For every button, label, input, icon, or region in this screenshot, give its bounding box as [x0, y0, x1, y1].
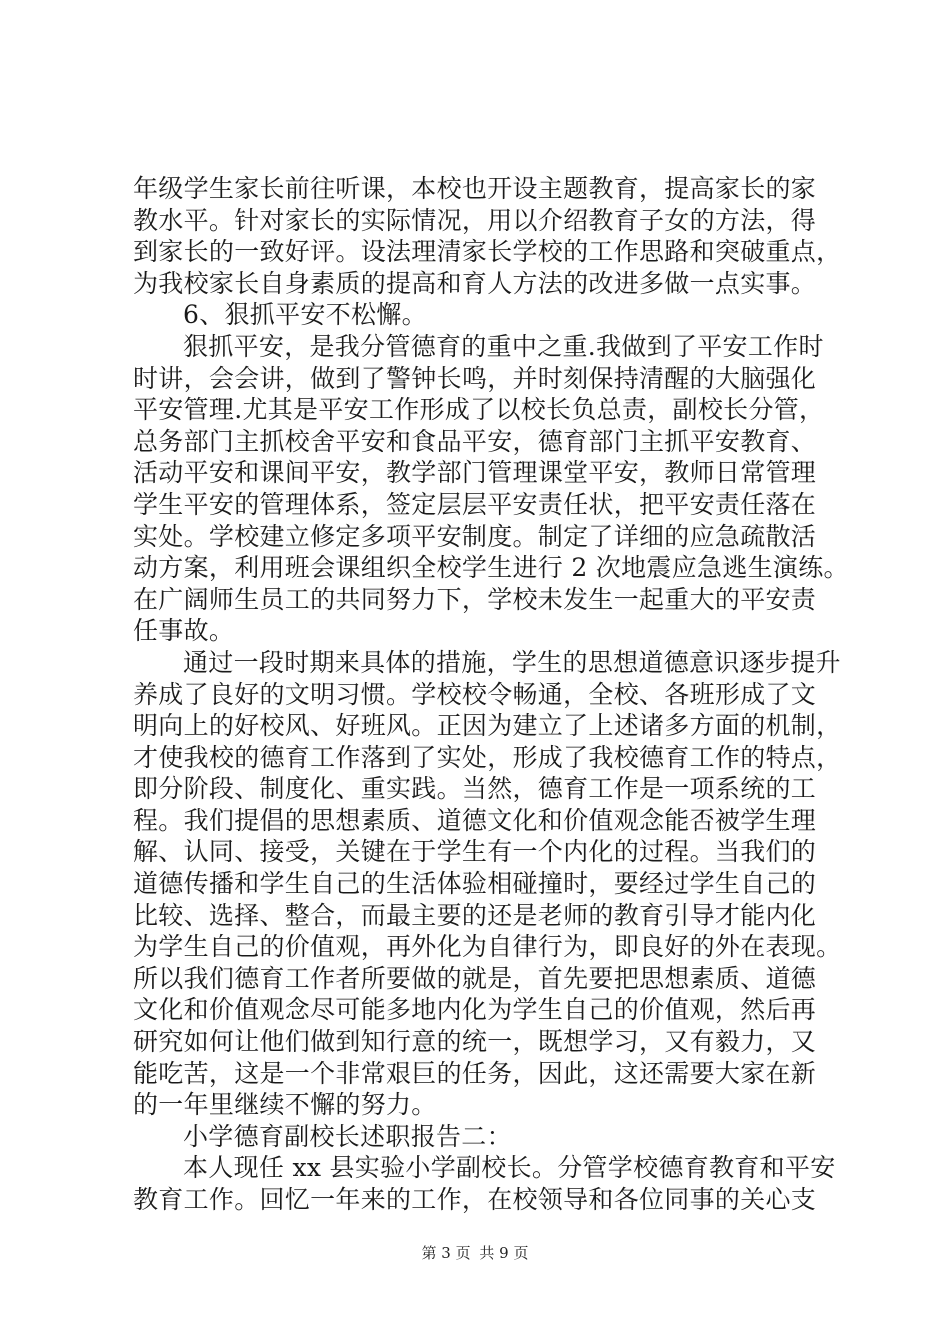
text-line: 动方案，利用班会课组织全校学生进行 2 次地震应急逃生演练。 [133, 553, 849, 583]
text-line: 时讲，会会讲，做到了警钟长鸣，并时刻保持清醒的大脑强化 [133, 363, 817, 393]
page-number: 第 3 页 [421, 1244, 471, 1262]
text-line: 活动平安和课间平安，教学部门管理课堂平安，教师日常管理 [133, 458, 817, 488]
text-line: 到家长的一致好评。设法理清家长学校的工作思路和突破重点， [133, 237, 842, 267]
text-line: 道德传播和学生自己的生活体验相碰撞时，要经过学生自己的 [133, 869, 817, 899]
text-line: 年级学生家长前往听课，本校也开设主题教育，提高家长的家 [133, 174, 817, 203]
text-line: 6、狠抓平安不松懈。 [183, 300, 427, 330]
text-line: 程。我们提倡的思想素质、道德文化和价值观念能否被学生理 [133, 805, 817, 835]
text-line: 的一年里继续不懈的努力。 [133, 1090, 437, 1120]
text-line: 为我校家长自身素质的提高和育人方法的改进多做一点实事。 [133, 268, 817, 298]
page-footer [0, 1242, 950, 1263]
text-line: 在广阔师生员工的共同努力下，学校未发生一起重大的平安责 [133, 584, 817, 614]
text-line: 任事故。 [133, 616, 235, 646]
text-line: 教育工作。回忆一年来的工作，在校领导和各位同事的关心支 [133, 1185, 817, 1214]
text-line: 为学生自己的价值观，再外化为自律行为，即良好的外在表现。 [133, 932, 842, 962]
text-line: 总务部门主抓校舍平安和食品平安，德育部门主抓平安教育、 [133, 426, 817, 456]
document-body [133, 173, 849, 1216]
page-total: 共 9 页 [479, 1244, 529, 1262]
text-line: 小学德育副校长述职报告二： [183, 1121, 512, 1151]
text-line: 所以我们德育工作者所要做的就是，首先要把思想素质、道德 [133, 963, 817, 993]
text-line: 研究如何让他们做到知行意的统一，既想学习，又有毅力，又 [133, 1027, 817, 1057]
text-line: 实处。学校建立修定多项平安制度。制定了详细的应急疏散活 [133, 521, 817, 551]
text-line: 才使我校的德育工作落到了实处，形成了我校德育工作的特点， [133, 742, 842, 772]
text-line: 能吃苦，这是一个非常艰巨的任务，因此，这还需要大家在新 [133, 1058, 817, 1088]
text-line: 教水平。针对家长的实际情况，用以介绍教育子女的方法，得 [133, 205, 817, 235]
text-line: 学生平安的管理体系，签定层层平安责任状，把平安责任落在 [133, 489, 817, 519]
text-line: 即分阶段、制度化、重实践。当然，德育工作是一项系统的工 [133, 774, 817, 804]
text-line: 比较、选择、整合，而最主要的还是老师的教育引导才能内化 [133, 900, 817, 930]
text-line: 养成了良好的文明习惯。学校校令畅通，全校、各班形成了文 [133, 679, 817, 709]
text-line: 通过一段时期来具体的措施，学生的思想道德意识逐步提升 [183, 647, 841, 677]
text-line: 狠抓平安，是我分管德育的重中之重.我做到了平安工作时 [183, 331, 824, 361]
text-line: 解、认同、接受，关键在于学生有一个内化的过程。当我们的 [133, 837, 817, 867]
text-line: 平安管理.尤其是平安工作形成了以校长负总责，副校长分管， [133, 395, 825, 425]
text-line: 明向上的好校风、好班风。正因为建立了上述诸多方面的机制， [133, 711, 842, 741]
text-line: 文化和价值观念尽可能多地内化为学生自己的价值观，然后再 [133, 995, 817, 1025]
text-line: 本人现任 xx 县实验小学副校长。分管学校德育教育和平安 [183, 1153, 836, 1183]
